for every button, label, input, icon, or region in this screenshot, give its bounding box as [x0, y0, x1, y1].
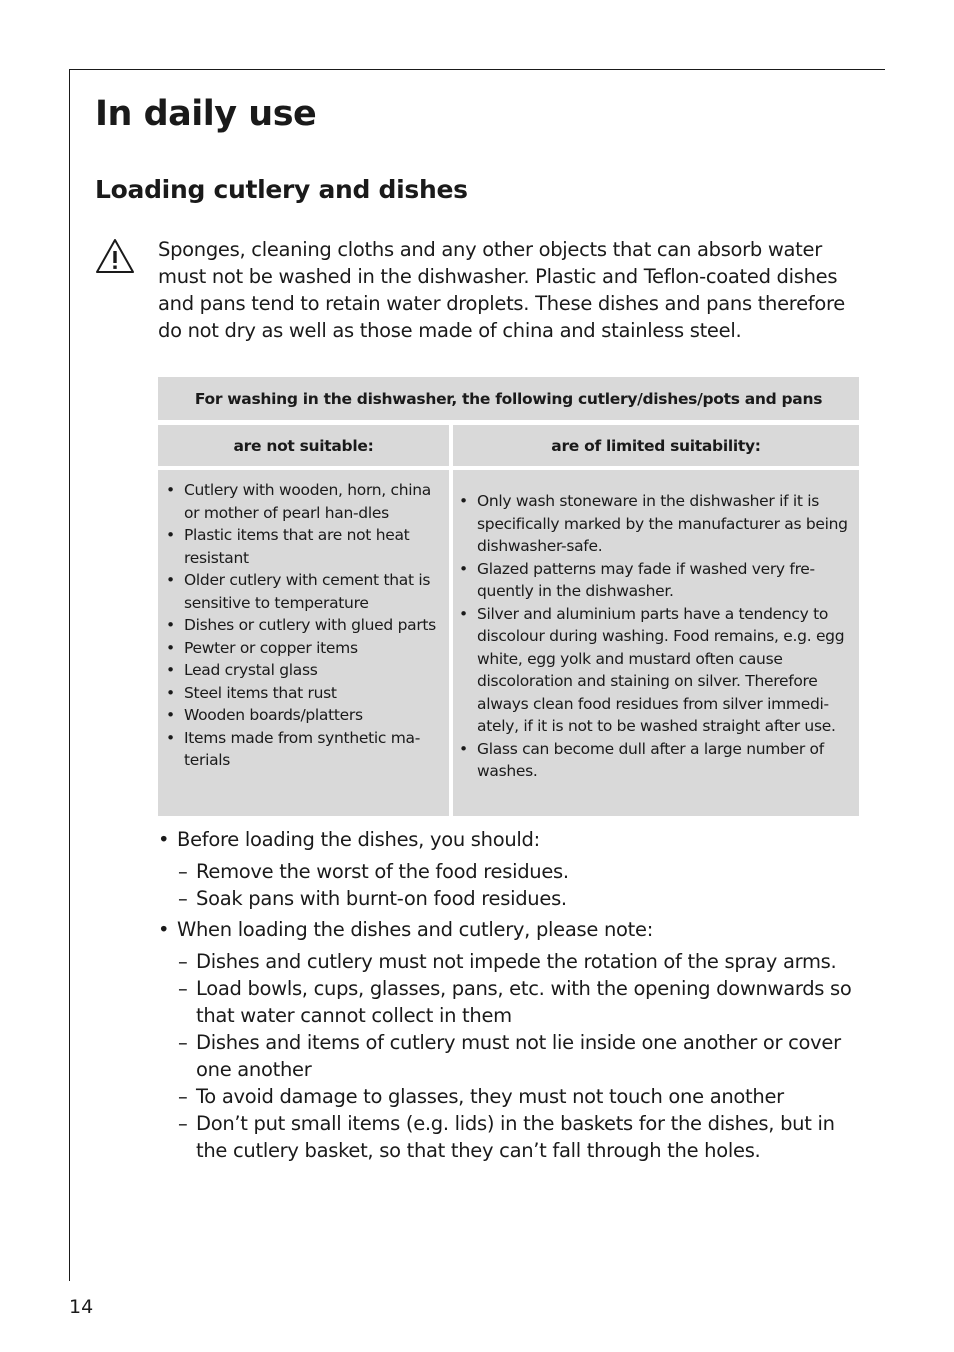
when-loading-intro: • When loading the dishes and cutlery, please note: [158, 918, 653, 941]
list-item: • Silver and aluminium parts have a tendency to discolour during washing. Food remains, e.g. egg white, egg yolk and mustard often cause discoloration and staining on silver. Therefore always clean food residues from silver immedi-ately, if it is not to be washed straight after use. [459, 604, 845, 735]
suitability-table [158, 377, 859, 816]
list-item: – To avoid damage to glasses, they must not touch one another [178, 1085, 784, 1108]
table-body-row [158, 470, 859, 816]
list-item: • Pewter or copper items [166, 638, 358, 657]
list-item: • Glazed patterns may fade if washed very fre-quently in the dishwasher. [459, 559, 815, 600]
limited-suitability-cell [453, 470, 859, 816]
warning-triangle-icon [95, 238, 135, 274]
list-item: • Older cutlery with cement that is sensitive to temperature [166, 571, 431, 612]
limited-suitability-heading: are of limited suitability: [453, 425, 859, 466]
page-title: In daily use [95, 94, 317, 134]
not-suitable-heading: are not suitable: [158, 425, 449, 466]
list-item: • Steel items that rust [166, 683, 337, 702]
table-subheader-row [158, 425, 859, 466]
list-item: • Only wash stoneware in the dishwasher if it is specifically marked by the manufacturer as being dishwasher-safe. [459, 492, 848, 555]
list-item: – Remove the worst of the food residues. [178, 860, 569, 883]
when-loading-list [178, 948, 863, 1164]
list-item: – Soak pans with burnt-on food residues. [178, 887, 567, 910]
not-suitable-list [166, 479, 443, 772]
before-loading-list [178, 858, 863, 912]
section-title: Loading cutlery and dishes [95, 175, 468, 204]
before-loading-intro: • Before loading the dishes, you should: [158, 828, 540, 851]
not-suitable-cell [158, 470, 449, 816]
warning-text: Sponges, cleaning cloths and any other objects that can absorb water must not be washed in the dishwasher. Plastic and Teflon-coated dishes and pans tend to retain water droplets. These dishes and pans therefore do not dry as well as those made of china and stainless steel. [158, 238, 845, 342]
limited-suitability-list [459, 490, 855, 783]
list-item: • Cutlery with wooden, horn, china or mother of pearl han-dles [166, 481, 432, 522]
left-rule [69, 69, 70, 1281]
list-item: – Dishes and items of cutlery must not lie inside one another or cover one another [178, 1031, 841, 1081]
list-item: • Lead crystal glass [166, 661, 318, 679]
loading-instructions [158, 826, 863, 1168]
list-item: • Dishes or cutlery with glued parts [166, 616, 436, 634]
list-item: – Dishes and cutlery must not impede the rotation of the spray arms. [178, 950, 837, 973]
list-item: • Items made from synthetic ma-terials [166, 728, 421, 769]
list-item: • Glass can become dull after a large number of washes. [459, 739, 824, 780]
list-item: • Wooden boards/platters [166, 706, 363, 724]
top-rule [69, 69, 885, 70]
table-header: For washing in the dishwasher, the following cutlery/dishes/pots and pans [158, 377, 859, 420]
list-item: • Plastic items that are not heat resistant [166, 526, 410, 567]
page-number: 14 [69, 1296, 94, 1318]
list-item: – Don’t put small items (e.g. lids) in the baskets for the dishes, but in the cutlery basket, so that they can’t fall through the holes. [178, 1112, 835, 1162]
list-item: – Load bowls, cups, glasses, pans, etc. with the opening downwards so that water cannot collect in them [178, 977, 852, 1027]
